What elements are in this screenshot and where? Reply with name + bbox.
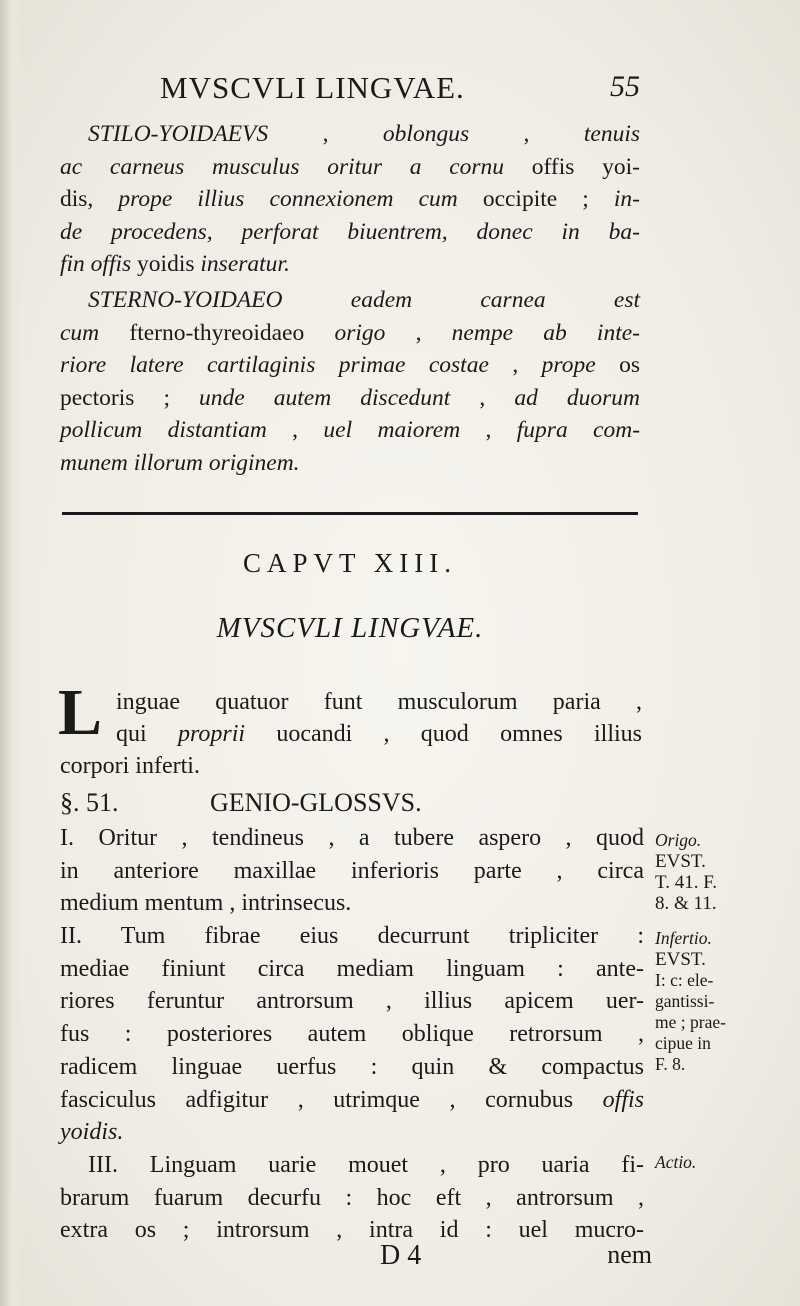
text-line: in anteriore maxillae inferioris parte , circa (60, 857, 644, 884)
catchword: nem (607, 1240, 652, 1269)
paragraph-stilo-yoidaeus (60, 118, 640, 281)
text-run: , (266, 417, 324, 443)
text-run: in- (613, 186, 640, 212)
page-number: 55 (610, 70, 640, 103)
muscle-name: STERNO-YOIDAEO (88, 287, 283, 313)
text-line: fus : posteriores autem oblique retrorsum , (60, 1021, 644, 1048)
text-run: pectoris (60, 384, 135, 411)
text-line (116, 718, 642, 750)
text-run: oritur (299, 153, 410, 180)
text-line: corpori inferti. (60, 753, 200, 779)
text-run: tenuis (583, 121, 640, 147)
text-run: origo (334, 319, 386, 346)
text-line (60, 317, 640, 350)
text-line (60, 183, 640, 216)
margin-text: gantissi- (655, 991, 715, 1011)
text-line (60, 414, 640, 447)
text-run: pollicum distantiam (60, 417, 267, 443)
text-line: extra os ; introrsum , intra id : uel mucro- (60, 1217, 644, 1244)
text-run: fupra com- (516, 417, 641, 443)
text-run: proprii (177, 721, 246, 747)
text-line (60, 248, 640, 281)
text-run: dis, (60, 186, 119, 212)
intro-paragraph-end (60, 750, 640, 782)
text-run: nempe ab inte- (451, 319, 640, 346)
margin-note-actio (655, 1152, 765, 1173)
text-run: , (450, 384, 515, 411)
margin-text: Infertio. (655, 928, 712, 948)
text-run: uel maiorem (323, 417, 461, 443)
drop-cap: L (58, 676, 103, 749)
margin-text: EVST. (655, 851, 706, 872)
margin-note-insertio (655, 928, 765, 1075)
text-line: riores feruntur antrorsum , illius apicem uer- (60, 988, 644, 1015)
text-line (60, 216, 640, 249)
text-line: brarum fuarum decurfu : hoc eft , antrorsum , (60, 1184, 644, 1211)
text-line: medium mentum , intrinsecus. (60, 890, 352, 917)
text-line: radicem linguae uerfus : quin & compactus (60, 1053, 644, 1080)
text-run: prope illius connexionem cum (118, 186, 458, 212)
text-run: offis yoi- (504, 153, 640, 180)
text-run: unde autem discedunt (199, 384, 451, 411)
text-run: cum (60, 319, 100, 346)
margin-text: T. 41. F. (655, 872, 717, 893)
margin-text: I: c: ele- (655, 970, 714, 990)
section-heading (60, 788, 640, 818)
margin-text: me ; prae- (655, 1012, 726, 1032)
text-run: offis (602, 1086, 644, 1113)
margin-note-origo (655, 830, 765, 914)
section-number: §. 51. (60, 788, 119, 817)
text-run: , (460, 417, 517, 443)
section-title: GENIO-GLOSSVS. (210, 788, 422, 817)
text-run: oblongus (382, 121, 470, 147)
text-run: , (385, 319, 452, 346)
text-run: os (595, 352, 640, 378)
text-line: I. Oritur , tendineus , a tubere aspero , quod (60, 825, 644, 851)
text-run: inseratur. (200, 251, 290, 277)
intro-paragraph (116, 686, 642, 750)
text-line (60, 284, 640, 317)
text-run: eadem carnea est (282, 287, 640, 313)
text-run: , (488, 352, 542, 378)
paragraph-sterno-yoidaeus (60, 284, 640, 479)
margin-text: Actio. (655, 1152, 697, 1172)
text-line (60, 1084, 644, 1117)
text-run: fterno-thyreoidaeo (99, 319, 335, 346)
chapter-divider-rule (62, 512, 638, 515)
text-line: III. Linguam uarie mouet , pro uaria fi- (88, 1151, 644, 1178)
text-line (60, 349, 640, 382)
text-run: occipite ; (457, 186, 614, 212)
page-binding-shadow (0, 0, 22, 1306)
chapter-subtitle: MVSCVLI LINGVAE. (216, 612, 484, 644)
running-head (160, 70, 640, 110)
text-run: fasciculus adfigitur , utrimque , cornubus (60, 1086, 574, 1113)
text-line (60, 118, 640, 151)
text-run: , (268, 121, 383, 147)
text-run: fin offis (60, 251, 132, 277)
text-line (60, 382, 640, 415)
text-line (60, 447, 640, 480)
text-line (60, 151, 640, 184)
running-title: MVSCVLI LINGVAE. (160, 70, 465, 105)
text-run: de procedens, perforat biuentrem, donec in ba- (60, 218, 640, 245)
text-run: yoidis. (60, 1119, 124, 1146)
text-run: munem illorum originem. (60, 449, 300, 476)
chapter-title: CAPVT XIII. (243, 548, 457, 578)
text-run: prope (541, 352, 596, 378)
text-run: , (469, 121, 584, 147)
text-run: ad duorum (514, 384, 641, 411)
text-run: yoidis (131, 251, 201, 277)
text-run: ; (134, 384, 200, 411)
text-run: a cornu (409, 153, 505, 180)
margin-text: cipue in (655, 1033, 711, 1053)
muscle-name: STILO-YOIDAEVS (88, 121, 269, 147)
margin-text: F. 8. (655, 1054, 686, 1074)
text-run: ac carneus musculus (60, 153, 300, 180)
signature-mark: D 4 (380, 1240, 422, 1271)
genio-glossus-body (60, 822, 644, 1247)
margin-text: Origo. (655, 830, 702, 850)
text-line: inguae quatuor funt musculorum paria , (116, 689, 642, 715)
margin-text: 8. & 11. (655, 893, 717, 914)
text-line: mediae finiunt circa mediam linguam : ante- (60, 955, 644, 982)
text-run: uocandi , quod omnes illius (245, 721, 642, 747)
text-run: riore latere cartilaginis primae costae (60, 352, 489, 378)
margin-text: EVST. (655, 949, 706, 970)
text-run: qui (116, 721, 178, 747)
text-line: II. Tum fibrae eius decurrunt tripliciter : (60, 923, 644, 950)
text-line (60, 1116, 644, 1149)
